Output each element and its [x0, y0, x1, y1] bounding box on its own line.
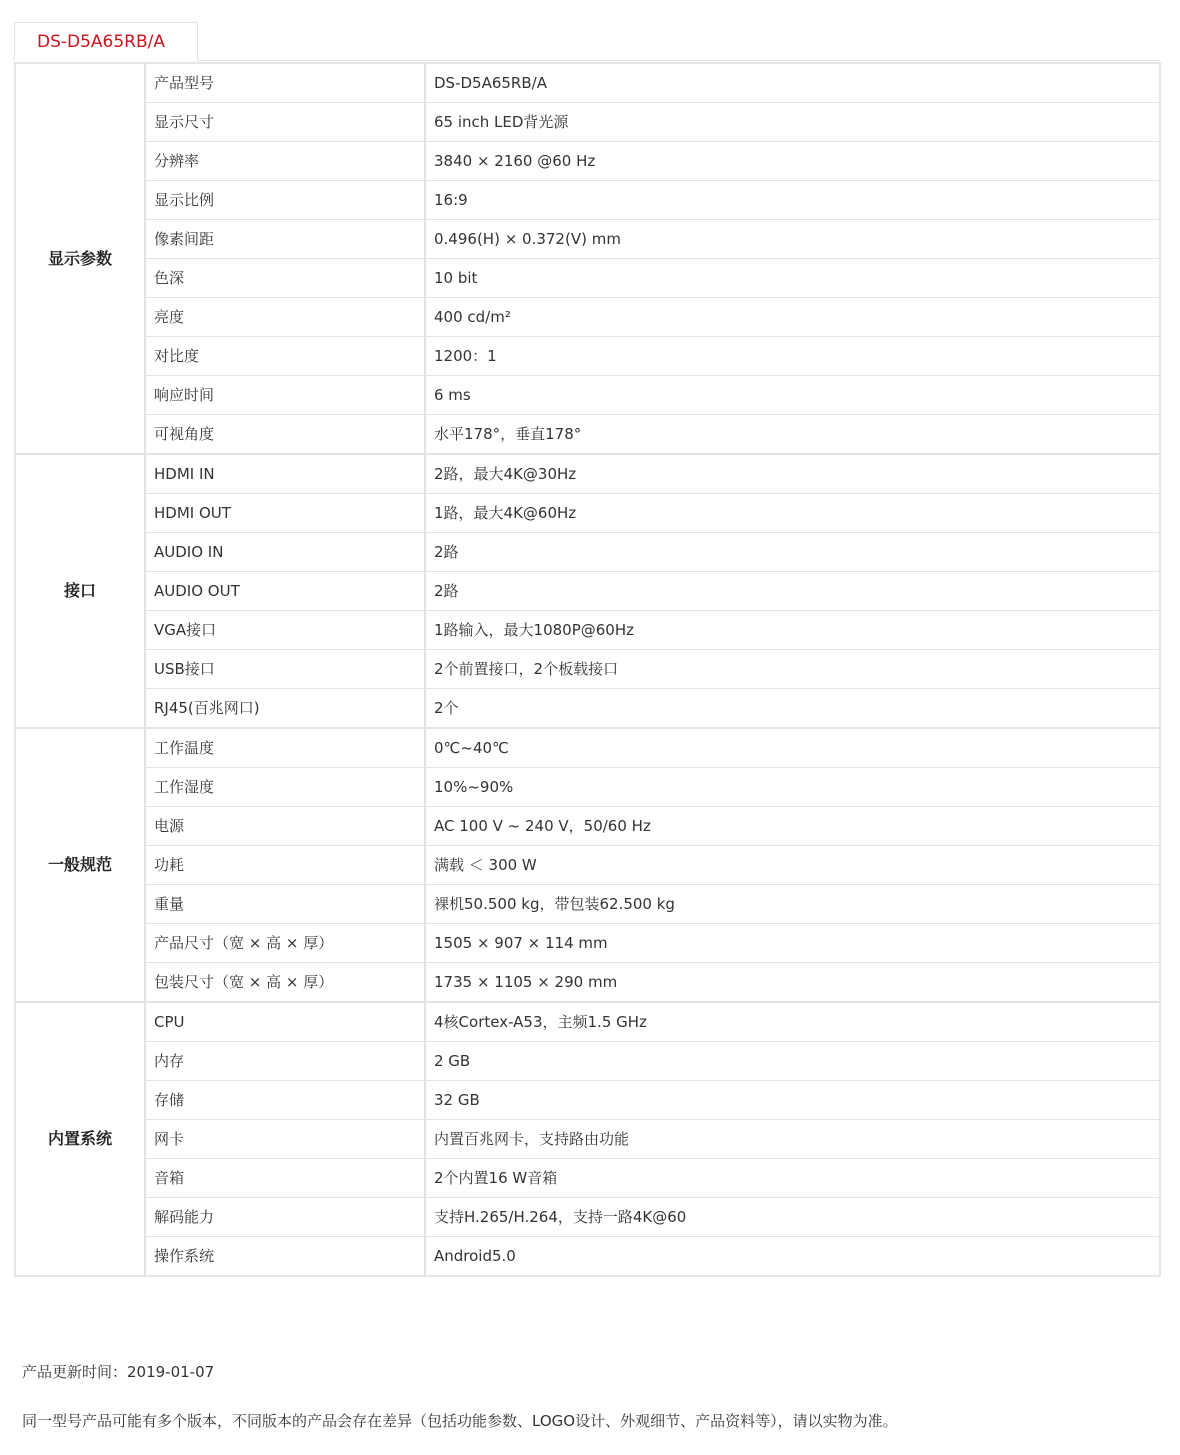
spec-key: 可视角度: [145, 415, 425, 455]
spec-row: [15, 768, 1160, 807]
spec-row: [15, 689, 1160, 729]
spec-row: [15, 181, 1160, 220]
spec-row: [15, 337, 1160, 376]
spec-value: 2路: [425, 572, 1160, 611]
spec-value: 1路输入，最大1080P@60Hz: [425, 611, 1160, 650]
spec-value: 1735 × 1105 × 290 mm: [425, 963, 1160, 1003]
spec-key: 工作湿度: [145, 768, 425, 807]
spec-key: 显示尺寸: [145, 103, 425, 142]
spec-row: [15, 650, 1160, 689]
spec-value: 满载 ＜ 300 W: [425, 846, 1160, 885]
spec-row: [15, 885, 1160, 924]
spec-key: 工作温度: [145, 728, 425, 768]
spec-row: [15, 494, 1160, 533]
spec-row: [15, 728, 1160, 768]
disclaimer-note: 同一型号产品可能有多个版本，不同版本的产品会存在差异（包括功能参数、LOGO设计、外观细节、产品资料等），请以实物为准。: [22, 1412, 898, 1430]
spec-key: CPU: [145, 1002, 425, 1042]
spec-value: 3840 × 2160 @60 Hz: [425, 142, 1160, 181]
spec-key: 产品型号: [145, 63, 425, 103]
spec-key: 网卡: [145, 1120, 425, 1159]
spec-value: 0℃~40℃: [425, 728, 1160, 768]
spec-row: [15, 298, 1160, 337]
spec-row: [15, 454, 1160, 494]
spec-value: 6 ms: [425, 376, 1160, 415]
tab-bar: [14, 22, 1160, 62]
spec-row: [15, 924, 1160, 963]
spec-category: 一般规范: [15, 728, 145, 1002]
spec-row: [15, 63, 1160, 103]
spec-row: [15, 1237, 1160, 1277]
spec-key: 功耗: [145, 846, 425, 885]
update-time: 产品更新时间：2019-01-07: [22, 1363, 215, 1381]
spec-value: 1200：1: [425, 337, 1160, 376]
spec-key: 产品尺寸（宽 × 高 × 厚）: [145, 924, 425, 963]
spec-key: 操作系统: [145, 1237, 425, 1277]
spec-row: [15, 142, 1160, 181]
spec-value: 2个: [425, 689, 1160, 729]
spec-category: 接口: [15, 454, 145, 728]
spec-row: [15, 963, 1160, 1003]
spec-key: AUDIO IN: [145, 533, 425, 572]
spec-row: [15, 1002, 1160, 1042]
spec-value: 32 GB: [425, 1081, 1160, 1120]
spec-key: 包装尺寸（宽 × 高 × 厚）: [145, 963, 425, 1003]
spec-value: AC 100 V ~ 240 V，50/60 Hz: [425, 807, 1160, 846]
spec-value: 内置百兆网卡，支持路由功能: [425, 1120, 1160, 1159]
spec-value: 2路: [425, 533, 1160, 572]
spec-row: [15, 533, 1160, 572]
spec-key: 像素间距: [145, 220, 425, 259]
spec-key: 解码能力: [145, 1198, 425, 1237]
spec-category: 内置系统: [15, 1002, 145, 1276]
spec-value: DS-D5A65RB/A: [425, 63, 1160, 103]
spec-key: HDMI IN: [145, 454, 425, 494]
spec-row: [15, 1081, 1160, 1120]
spec-row: [15, 846, 1160, 885]
spec-value: 10 bit: [425, 259, 1160, 298]
spec-key: 分辨率: [145, 142, 425, 181]
spec-value: 1505 × 907 × 114 mm: [425, 924, 1160, 963]
spec-value: 2 GB: [425, 1042, 1160, 1081]
spec-key: USB接口: [145, 650, 425, 689]
spec-value: 400 cd/m²: [425, 298, 1160, 337]
spec-row: [15, 1120, 1160, 1159]
spec-key: 重量: [145, 885, 425, 924]
spec-row: [15, 572, 1160, 611]
spec-row: [15, 1042, 1160, 1081]
spec-value: 1路，最大4K@60Hz: [425, 494, 1160, 533]
spec-key: 电源: [145, 807, 425, 846]
spec-key: HDMI OUT: [145, 494, 425, 533]
spec-value: 16:9: [425, 181, 1160, 220]
spec-key: 显示比例: [145, 181, 425, 220]
spec-row: [15, 611, 1160, 650]
spec-value: Android5.0: [425, 1237, 1160, 1277]
spec-row: [15, 376, 1160, 415]
spec-category: 显示参数: [15, 63, 145, 454]
spec-key: 响应时间: [145, 376, 425, 415]
spec-row: [15, 220, 1160, 259]
spec-value: 10%~90%: [425, 768, 1160, 807]
spec-key: 对比度: [145, 337, 425, 376]
spec-value: 支持H.265/H.264，支持一路4K@60: [425, 1198, 1160, 1237]
spec-key: 内存: [145, 1042, 425, 1081]
spec-value: 裸机50.500 kg，带包装62.500 kg: [425, 885, 1160, 924]
spec-value: 4核Cortex-A53，主频1.5 GHz: [425, 1002, 1160, 1042]
spec-key: VGA接口: [145, 611, 425, 650]
spec-row: [15, 807, 1160, 846]
spec-row: [15, 415, 1160, 455]
spec-table: [14, 62, 1161, 1277]
spec-table-body: [15, 63, 1160, 1276]
spec-key: AUDIO OUT: [145, 572, 425, 611]
spec-value: 2个内置16 W音箱: [425, 1159, 1160, 1198]
spec-row: [15, 103, 1160, 142]
spec-key: RJ45(百兆网口): [145, 689, 425, 729]
spec-value: 2个前置接口，2个板载接口: [425, 650, 1160, 689]
spec-value: 2路，最大4K@30Hz: [425, 454, 1160, 494]
spec-key: 色深: [145, 259, 425, 298]
spec-key: 亮度: [145, 298, 425, 337]
spec-key: 存储: [145, 1081, 425, 1120]
tab-model[interactable]: DS-D5A65RB/A: [14, 22, 198, 61]
spec-value: 水平178°，垂直178°: [425, 415, 1160, 455]
spec-value: 0.496(H) × 0.372(V) mm: [425, 220, 1160, 259]
tab-divider: [198, 60, 1160, 61]
spec-row: [15, 1198, 1160, 1237]
spec-value: 65 inch LED背光源: [425, 103, 1160, 142]
spec-row: [15, 259, 1160, 298]
spec-key: 音箱: [145, 1159, 425, 1198]
spec-row: [15, 1159, 1160, 1198]
